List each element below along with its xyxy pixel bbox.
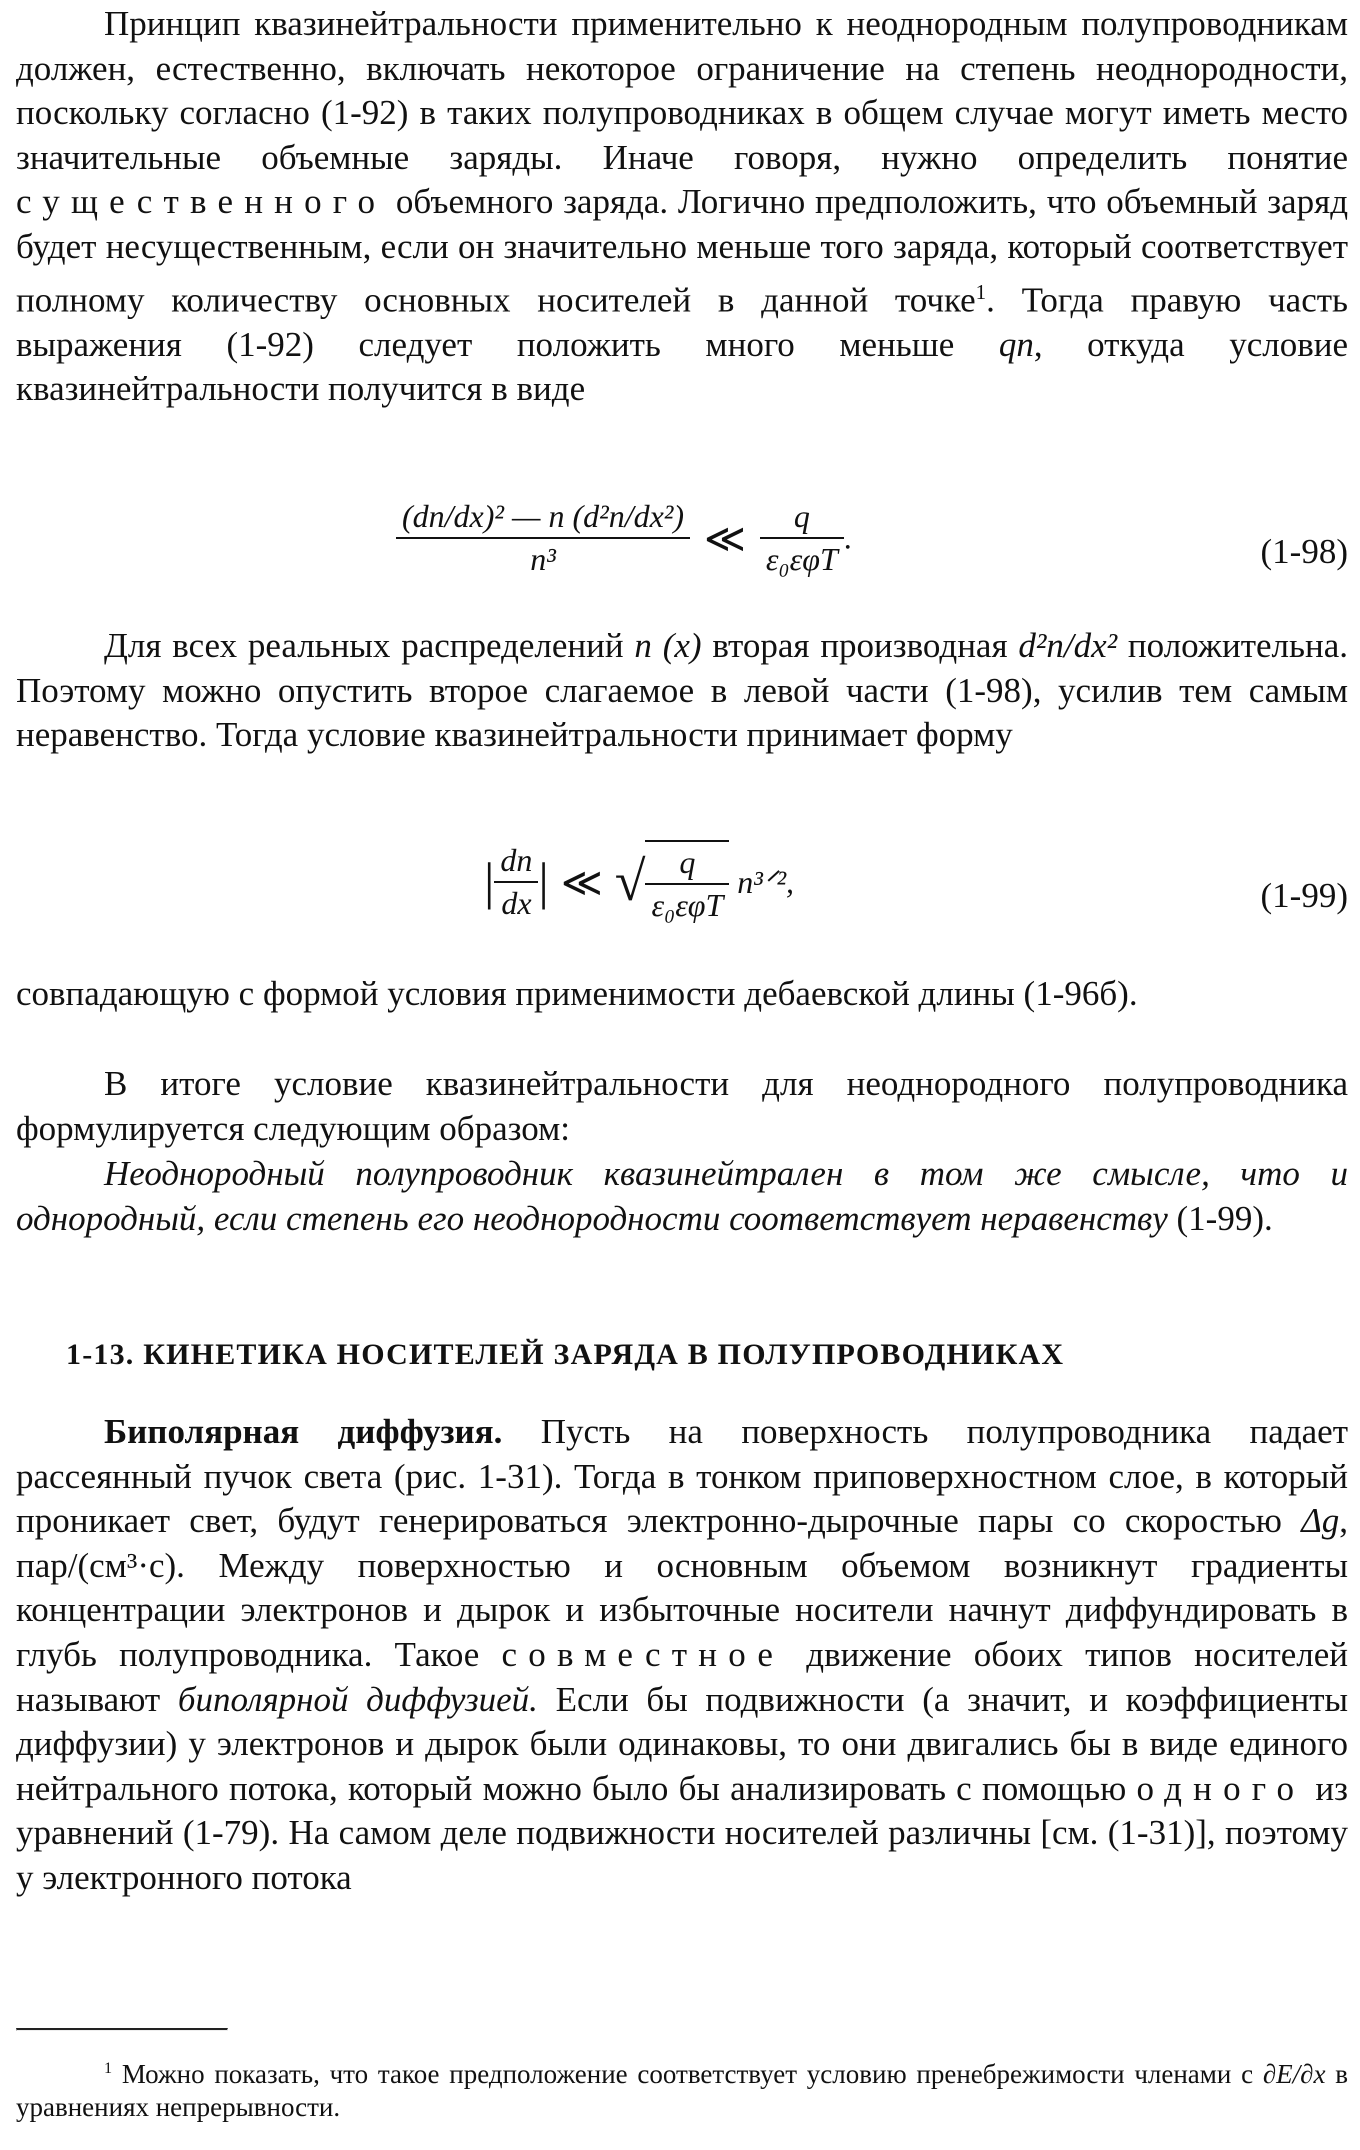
p6-text-c: движение обоих типов носителей называют — [16, 1634, 1348, 1719]
p6-italic-term: биполярной диффузией. — [177, 1679, 538, 1719]
eq99-body — [484, 840, 794, 924]
p6-dg: Δg — [1301, 1501, 1340, 1541]
eq99-relation: ≪ — [560, 859, 603, 905]
p6-text-d: Если бы подвижности (а значит, и коэффициенты диффузии) у электронов и дырок были одинаковы, то они двигались бы в виде единого нейтрального потока, который можно было бы анализировать с помощью — [16, 1679, 1349, 1808]
eq98-number: (1-98) — [1260, 532, 1348, 571]
paragraph-second-derivative — [16, 624, 1348, 758]
section-heading: 1-13. КИНЕТИКА НОСИТЕЛЕЙ ЗАРЯДА В ПОЛУПРОВОДНИКАХ — [66, 1338, 1065, 1371]
p5-tail: (1-99). — [1167, 1198, 1273, 1238]
eq99-tail: n³ᐟ², — [737, 864, 795, 900]
eq99-lhs-denominator: dx — [501, 885, 532, 921]
paragraph-quasineutrality-intro — [16, 2, 1348, 412]
footnote-expr: ∂E/∂x — [1262, 2059, 1326, 2089]
p1-text-b: объемного заряда. Логично предположить, что объемный заряд будет несущественным, если он значительно меньше того заряда, который соответствует полному количеству основных носителей в данной точке — [16, 182, 1348, 320]
equation-1-99 — [16, 840, 1348, 940]
footnote-number: 1 — [104, 2059, 113, 2077]
p2-d2: d²n/dx² — [1018, 626, 1118, 665]
sqrt-icon: √ — [614, 851, 646, 913]
eq99-number: (1-99) — [1260, 876, 1348, 915]
eq98-relation: ≪ — [704, 515, 746, 561]
p3-text: совпадающую с формой условия применимости дебаевской длины (1-96б). — [16, 974, 1138, 1013]
eq99-root-fraction — [645, 840, 729, 924]
p6-text-a: Пусть на поверхность полупроводника падает рассеянный пучок света (рис. 1-31). Тогда в тонком приповерхностном слое, в который проникает свет, будут генерироваться электронно-дырочные пары со скоростью — [16, 1412, 1348, 1541]
p1-text-c: . Тогда правую часть выражения (1-92) следует положить много меньше — [16, 280, 1348, 364]
eq98-body — [396, 498, 852, 578]
footnote-marker: 1 — [975, 279, 987, 304]
p6-text-e: из уравнений (1-79). На самом деле подвижности носителей различны [см. (1-31)], поэтому у электронного потока — [16, 1768, 1348, 1897]
footnote-rule — [16, 2028, 228, 2031]
p2-text-b: вторая производная — [701, 626, 1019, 665]
p1-emphasis: существенного — [16, 182, 387, 222]
p1-qn: qn — [998, 324, 1034, 364]
p6-emphasis-1: совместное — [501, 1634, 785, 1674]
eq98-rhs-denominator: ε₀εφT — [765, 541, 838, 577]
eq98-period: . — [843, 519, 852, 556]
paragraph-debye — [16, 972, 1348, 1017]
eq99-abs-left: | — [484, 853, 495, 911]
p6-emphasis-2: одного — [1136, 1768, 1306, 1808]
footnote — [16, 2052, 1348, 2124]
eq99-root-numerator: q — [645, 844, 729, 885]
p1-text-a: Принцип квазинейтральности применительно к неоднородным полупроводникам должен, естественно, включать некоторое ограничение на степень неоднородности, поскольку согласно (1-92) в таких полупроводниках в общем случае могут иметь место значительные объемные заряды. Иначе говоря, нужно определить понятие — [16, 4, 1348, 177]
paragraph-bipolar-diffusion — [16, 1410, 1348, 1901]
eq99-root-denominator: ε₀εφT — [651, 887, 724, 923]
eq99-abs-right: | — [538, 853, 549, 911]
p2-nx: n (x) — [634, 626, 702, 665]
p2-text-a: Для всех реальных распределений — [104, 626, 635, 665]
footnote-text-a: Можно показать, что такое предположение соответствует условию пренебрежимости членами с — [112, 2059, 1263, 2089]
eq98-numerator: (dn/dx)² — n (d²n/dx²) — [396, 498, 690, 539]
footnote-text-b: в уравнениях непрерывности. — [16, 2059, 1348, 2122]
eq99-lhs-numerator: dn — [494, 842, 538, 883]
equation-1-98 — [16, 498, 1348, 598]
p1-text-d: , откуда условие квазинейтральности получится в виде — [16, 324, 1348, 409]
eq98-denominator: n³ — [530, 541, 556, 577]
paragraph-statement — [16, 1152, 1348, 1241]
paragraph-conclusion — [16, 1062, 1348, 1151]
eq98-fraction — [396, 498, 690, 578]
p2-text-c: положительна. Поэтому можно опустить второе слагаемое в левой части (1-98), усилив тем самым неравенство. Тогда условие квазинейтральности принимает форму — [16, 626, 1348, 755]
eq98-rhs-fraction — [760, 498, 844, 578]
p4-text: В итоге условие квазинейтральности для неоднородного полупроводника формулируется следующим образом: — [16, 1064, 1348, 1148]
eq99-lhs-fraction — [494, 842, 538, 922]
p6-lead: Биполярная диффузия. — [104, 1412, 503, 1451]
p5-italic: Неоднородный полупроводник квазинейтрален в том же смысле, что и однородный, если степень его неоднородности соответствует неравенству — [16, 1154, 1348, 1238]
eq98-rhs-numerator: q — [760, 498, 844, 539]
p6-text-b: , пар/(см³·с). Между поверхностью и основным объемом возникнут градиенты концентрации электронов и дырок и избыточные носители начнут диффундировать в глубь полупроводника. Такое — [16, 1501, 1348, 1674]
